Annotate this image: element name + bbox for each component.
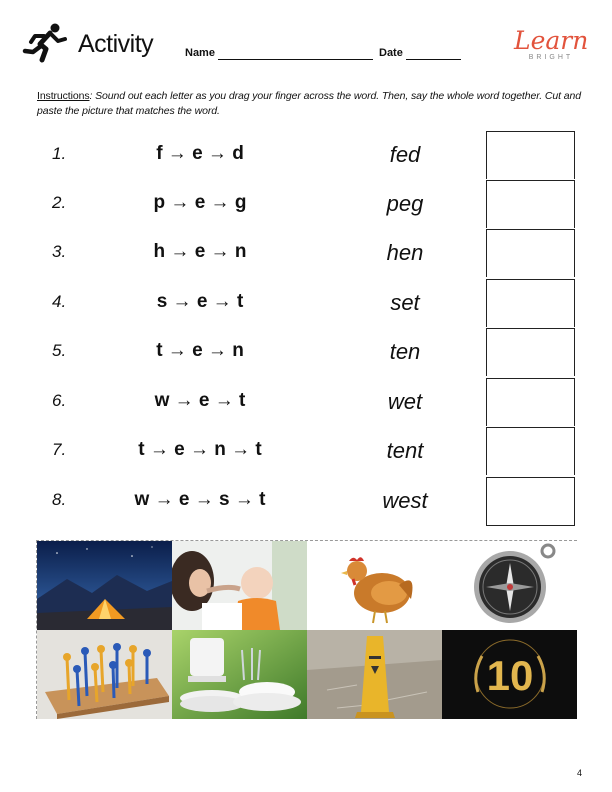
ten-picture[interactable] <box>442 630 577 719</box>
date-label: Date <box>379 47 403 59</box>
sound-out: t → e → n → t <box>138 439 262 460</box>
whole-word: set <box>390 290 420 315</box>
paste-box[interactable] <box>486 427 575 475</box>
page-title: Activity <box>78 30 154 58</box>
whole-word: peg <box>386 191 424 216</box>
word-row-3 <box>0 229 612 278</box>
runner-icon <box>22 22 68 66</box>
whole-word: tent <box>386 438 424 463</box>
dish-set-picture[interactable] <box>172 630 307 719</box>
date-field[interactable] <box>406 59 461 60</box>
word-row-8 <box>0 477 612 526</box>
paste-box[interactable] <box>486 229 575 277</box>
word-row-5 <box>0 328 612 377</box>
instructions-lead: Instructions <box>37 90 90 102</box>
paste-box[interactable] <box>486 131 575 179</box>
whole-word: hen <box>386 240 424 265</box>
instructions-text: : Sound out each letter as you drag your finger across the word. Then, say the whole word together. Cut and paste the picture that matches the word. <box>37 90 581 117</box>
paste-box[interactable] <box>486 328 575 376</box>
sound-out: s → e → t <box>156 291 244 312</box>
whole-word: west <box>382 488 428 513</box>
paste-box[interactable] <box>486 378 575 426</box>
pegs-picture[interactable] <box>37 630 172 719</box>
row-number: 4. <box>52 292 67 311</box>
wet-sign-picture[interactable] <box>307 630 442 719</box>
row-number: 3. <box>52 242 67 261</box>
word-row-2 <box>0 180 612 229</box>
cut-out-pictures <box>36 540 577 719</box>
word-row-4 <box>0 279 612 328</box>
hen-picture[interactable] <box>307 541 442 630</box>
page-header <box>22 20 590 70</box>
name-label: Name <box>185 47 215 59</box>
baby-fed-picture[interactable] <box>172 541 307 630</box>
word-row-1 <box>0 131 612 180</box>
paste-box[interactable] <box>486 477 575 526</box>
whole-word: wet <box>387 389 423 414</box>
row-number: 1. <box>52 144 67 163</box>
sound-out: t → e → n <box>156 340 244 361</box>
row-number: 8. <box>52 490 67 509</box>
word-row-7 <box>0 427 612 476</box>
name-field[interactable] <box>218 59 373 60</box>
logo-word: Learn <box>514 26 589 55</box>
instructions <box>37 89 585 119</box>
sound-out: f → e → d <box>156 143 244 164</box>
whole-word: fed <box>389 142 421 167</box>
learn-bright-logo <box>514 26 588 66</box>
sound-out: w → e → s → t <box>134 489 266 510</box>
tent-picture[interactable] <box>37 541 172 630</box>
compass-picture[interactable] <box>442 541 577 630</box>
row-number: 2. <box>52 193 67 212</box>
page-number: 4 <box>576 768 582 778</box>
sound-out: h → e → n <box>153 241 247 262</box>
sound-out: p → e → g <box>153 192 247 213</box>
logo-subtitle: BRIGHT <box>528 54 574 61</box>
word-row-6 <box>0 378 612 427</box>
whole-word: ten <box>389 339 421 364</box>
paste-box[interactable] <box>486 279 575 327</box>
row-number: 7. <box>52 440 67 459</box>
row-number: 6. <box>52 391 67 410</box>
paste-box[interactable] <box>486 180 575 228</box>
ten-numeral: 10 <box>486 652 534 699</box>
row-number: 5. <box>52 341 67 360</box>
sound-out: w → e → t <box>154 390 246 411</box>
